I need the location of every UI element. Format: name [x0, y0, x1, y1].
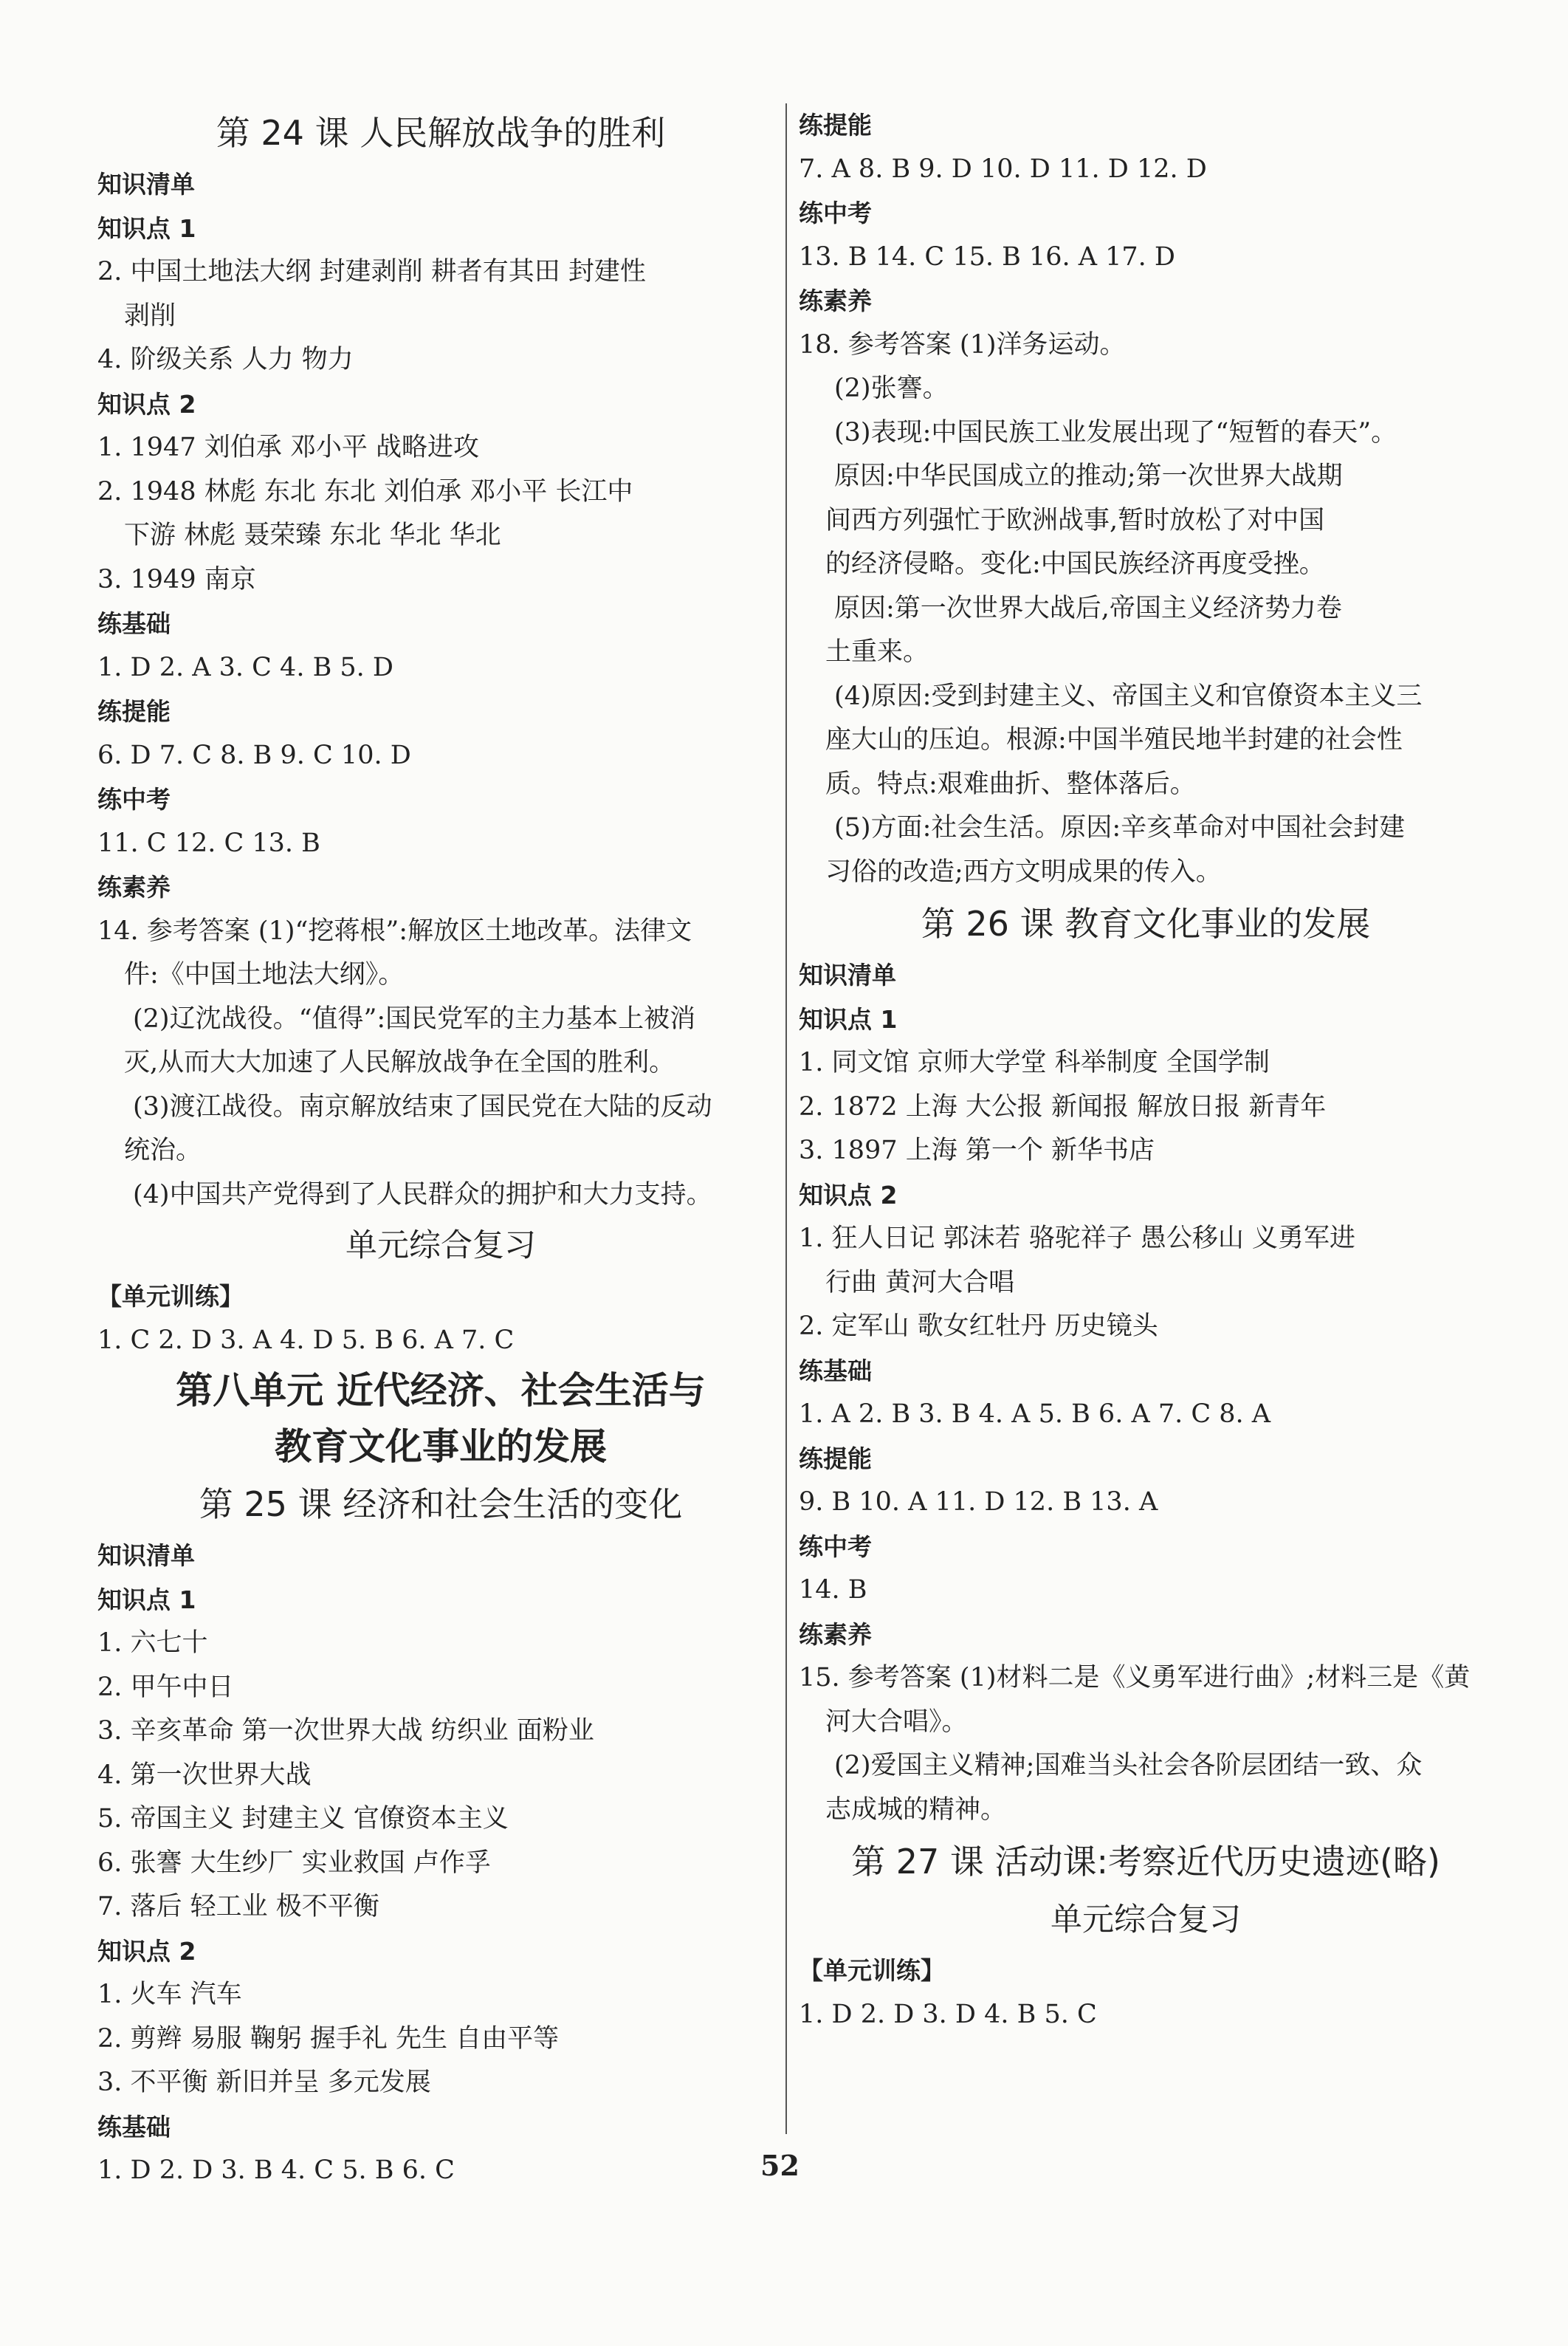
answer-line: 15. 参考答案 (1)材料二是《义勇军进行曲》;材料三是《黄: [799, 1663, 1471, 1692]
section-heading: 知识点 2: [97, 1936, 196, 1966]
lesson-title: 第 27 课 活动课:考察近代历史遗迹(略): [851, 1842, 1440, 1882]
section-heading: 练素养: [799, 287, 872, 315]
section-heading: 知识清单: [97, 170, 195, 199]
right-column: [799, 103, 1493, 2037]
answer-subline: (5)方面:社会生活。原因:辛亥革命对中国社会封建: [834, 813, 1406, 843]
answer-line: 14. 参考答案 (1)“挖蒋根”:解放区土地改革。法律文: [97, 916, 692, 946]
column-divider: [785, 103, 787, 2134]
section-heading: 知识点 1: [97, 213, 196, 243]
answer-line: 2. 剪辫 易服 鞠躬 握手礼 先生 自由平等: [97, 2023, 560, 2054]
answer-line-continued: 的经济侵略。变化:中国民族经济再度受挫。: [825, 549, 1325, 579]
answer-line: 4. 阶级关系 人力 物力: [97, 345, 354, 374]
answer-subline: (2)张謇。: [834, 374, 949, 403]
section-heading: 练中考: [97, 785, 171, 814]
answer-line: 5. 帝国主义 封建主义 官僚资本主义: [97, 1804, 509, 1834]
answer-line: 9. B 10. A 11. D 12. B 13. A: [799, 1487, 1158, 1517]
answer-line-continued: 统治。: [124, 1136, 202, 1165]
answer-line: 2. 甲午中日: [97, 1672, 234, 1702]
answer-line: 3. 1897 上海 第一个 新华书店: [799, 1136, 1155, 1165]
answer-line: 7. 落后 轻工业 极不平衡: [97, 1892, 379, 1921]
answer-line-continued: 志成城的精神。: [825, 1794, 1007, 1825]
answer-line: 3. 不平衡 新旧并呈 多元发展: [97, 2068, 431, 2097]
answer-line: 2. 1948 林彪 东北 东北 刘伯承 邓小平 长江中: [97, 476, 633, 507]
answer-line: 1. A 2. B 3. B 4. A 5. B 6. A 7. C 8. A: [799, 1399, 1271, 1429]
section-heading: 练素养: [799, 1619, 872, 1649]
section-heading: 练基础: [97, 609, 171, 638]
unit-title: 第八单元 近代经济、社会生活与: [176, 1369, 706, 1412]
answer-subline: (2)辽沈战役。“值得”:国民党军的主力基本上被消: [133, 1004, 696, 1034]
answer-line-continued: 下游 林彪 聂荣臻 东北 华北 华北: [124, 521, 501, 550]
answer-line: 4. 第一次世界大战: [97, 1760, 312, 1790]
answer-line-continued: 习俗的改造;西方文明成果的传入。: [825, 857, 1222, 887]
answer-line: 1. 火车 汽车: [97, 1980, 242, 2009]
left-column: [97, 103, 784, 2193]
answer-line: 6. 张謇 大生纱厂 实业救国 卢作孚: [97, 1848, 491, 1878]
lesson-title: 第 24 课 人民解放战争的胜利: [216, 113, 666, 153]
answer-line: 2. 1872 上海 大公报 新闻报 解放日报 新青年: [799, 1091, 1327, 1122]
section-heading: 知识点 2: [799, 1180, 898, 1210]
answer-line-continued: 座大山的压迫。根源:中国半殖民地半封建的社会性: [825, 725, 1403, 755]
answer-line-continued: 行曲 黄河大合唱: [825, 1267, 1015, 1297]
answer-line: 1. D 2. D 3. B 4. C 5. B 6. C: [97, 2155, 455, 2185]
answer-line: 11. C 12. C 13. B: [97, 828, 320, 858]
answer-line: 6. D 7. C 8. B 9. C 10. D: [97, 740, 411, 770]
answer-subline: (3)表现:中国民族工业发展出现了“短暂的春天”。: [834, 417, 1397, 447]
answer-line: 2. 定军山 歌女红牡丹 历史镜头: [799, 1311, 1158, 1341]
page-number: 52: [760, 2149, 800, 2182]
section-heading: 知识点 1: [97, 1585, 196, 1614]
answer-line: 13. B 14. C 15. B 16. A 17. D: [799, 241, 1175, 272]
section-heading: 【单元训练】: [799, 1956, 945, 1985]
section-heading: 【单元训练】: [97, 1282, 244, 1311]
answer-subline: (4)原因:受到封建主义、帝国主义和官僚资本主义三: [834, 681, 1423, 711]
answer-line: 1. 六七十: [97, 1628, 208, 1658]
section-heading: 练素养: [97, 873, 171, 902]
answer-line-continued: 土重来。: [825, 637, 929, 667]
review-title: 单元综合复习: [345, 1227, 536, 1264]
section-heading: 知识清单: [97, 1541, 195, 1570]
review-title: 单元综合复习: [1051, 1901, 1241, 1938]
answer-line: 3. 辛亥革命 第一次世界大战 纺织业 面粉业: [97, 1716, 594, 1746]
answer-subline: 原因:中华民国成立的推动;第一次世界大战期: [834, 462, 1343, 491]
answer-line-continued: 河大合唱》。: [825, 1707, 968, 1737]
answer-line-continued: 灭,从而大大加速了人民解放战争在全国的胜利。: [124, 1048, 675, 1077]
answer-line: 14. B: [799, 1575, 867, 1605]
answer-line-continued: 质。特点:艰难曲折、整体落后。: [825, 769, 1196, 799]
section-heading: 练中考: [799, 199, 872, 227]
answer-line: 3. 1949 南京: [97, 564, 256, 594]
answer-line-continued: 剥削: [124, 301, 176, 331]
answer-line: 18. 参考答案 (1)洋务运动。: [799, 329, 1126, 360]
answer-line: 1. D 2. D 3. D 4. B 5. C: [799, 1999, 1097, 2029]
answer-subline: (3)渡江战役。南京解放结束了国民党在大陆的反动: [133, 1091, 712, 1122]
answer-subline: 原因:第一次世界大战后,帝国主义经济势力卷: [834, 593, 1342, 623]
section-heading: 练中考: [799, 1532, 872, 1561]
answer-line: 2. 中国土地法大纲 封建剥削 耕者有其田 封建性: [97, 257, 646, 287]
section-heading: 练提能: [799, 1444, 872, 1473]
answer-line: 1. 同文馆 京师大学堂 科举制度 全国学制: [799, 1048, 1270, 1077]
answer-line: 1. 狂人日记 郭沫若 骆驼祥子 愚公移山 义勇军进: [799, 1224, 1356, 1253]
answer-line: 1. 1947 刘伯承 邓小平 战略进攻: [97, 433, 479, 462]
answer-line: 7. A 8. B 9. D 10. D 11. D 12. D: [799, 154, 1207, 184]
answer-line: 1. C 2. D 3. A 4. D 5. B 6. A 7. C: [97, 1325, 515, 1355]
section-heading: 练提能: [799, 111, 872, 140]
answer-subline: (2)爱国主义精神;国难当头社会各阶层团结一致、众: [834, 1751, 1423, 1780]
lesson-title: 第 26 课 教育文化事业的发展: [921, 904, 1371, 944]
section-heading: 练基础: [97, 2112, 171, 2141]
answer-line: 1. D 2. A 3. C 4. B 5. D: [97, 652, 393, 682]
section-heading: 知识点 2: [97, 389, 196, 419]
unit-title: 教育文化事业的发展: [275, 1425, 607, 1468]
lesson-title: 第 25 课 经济和社会生活的变化: [199, 1484, 683, 1524]
answer-line-continued: 件:《中国土地法大纲》。: [124, 960, 405, 989]
answer-subline: (4)中国共产党得到了人民群众的拥护和大力支持。: [133, 1179, 712, 1210]
answer-line-continued: 间西方列强忙于欧洲战事,暂时放松了对中国: [825, 505, 1325, 535]
section-heading: 练提能: [97, 697, 171, 726]
section-heading: 练基础: [799, 1356, 872, 1385]
section-heading: 知识点 1: [799, 1004, 898, 1034]
section-heading: 知识清单: [799, 961, 896, 989]
